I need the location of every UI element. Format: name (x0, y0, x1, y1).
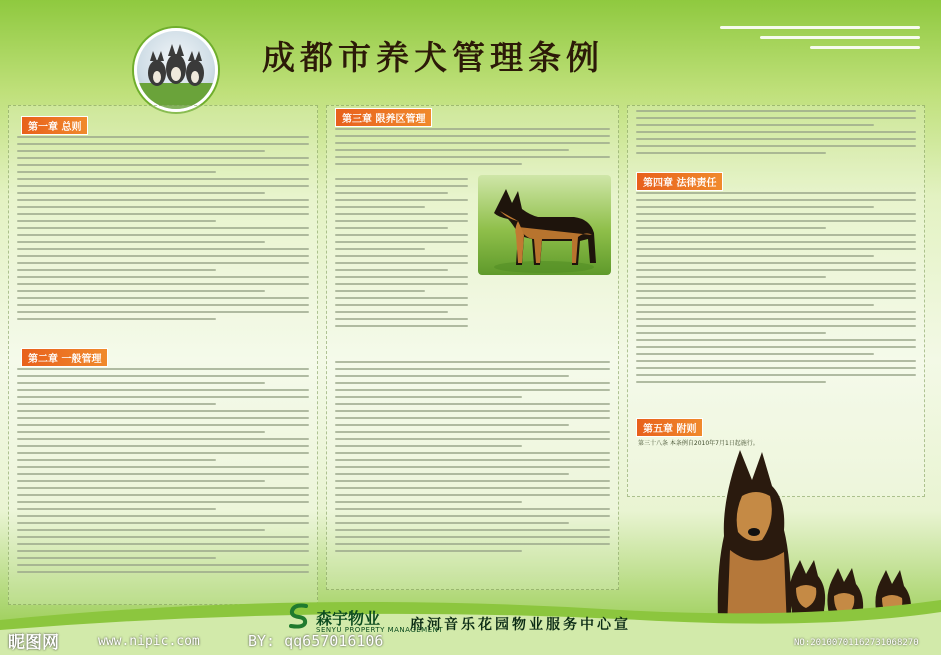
poster-title: 成都市养犬管理条例 (262, 38, 604, 77)
watermark-number: NO:20100701162731068270 (794, 638, 919, 648)
chapter-heading: 第四章 法律责任 (636, 172, 723, 191)
company-english-name: SENYU PROPERTY MANAGEMENT (316, 626, 444, 634)
chapter-heading: 第五章 附则 (636, 418, 703, 437)
decor-stripe (760, 36, 920, 39)
puppies-icon (137, 31, 215, 109)
decor-stripe (810, 46, 920, 49)
german-shepherd-photo (478, 175, 611, 275)
watermark-site: 昵图网 (8, 633, 59, 653)
footer-slogan: 府河音乐花园物业服务中心宣 (410, 617, 631, 633)
watermark-by: BY: qq657016106 (248, 632, 384, 650)
chapter-heading: 第二章 一般管理 (21, 348, 108, 367)
chapter-3-body (335, 361, 610, 586)
column-left (8, 105, 318, 605)
chapter-4-body (636, 192, 916, 414)
chapter-heading: 第一章 总则 (21, 116, 88, 135)
company-name: 森宇物业 (316, 609, 381, 628)
watermark-url: www.nipic.com (98, 634, 200, 649)
chapter-3-list (335, 178, 468, 356)
chapter-3-continued (636, 110, 916, 166)
decor-stripe (720, 26, 920, 29)
chapter-2-body (17, 368, 309, 598)
chapter-heading: 第三章 限养区管理 (335, 108, 432, 127)
chapter-1-body (17, 136, 309, 341)
column-right (627, 105, 925, 497)
company-logo-icon (286, 602, 312, 630)
dog-standing-icon (478, 175, 611, 275)
chapter-5-text: 第三十八条 本条例自2010年7月1日起施行。 (638, 440, 759, 447)
chapter-3-intro (335, 128, 610, 176)
dog-logo-image (134, 28, 218, 112)
